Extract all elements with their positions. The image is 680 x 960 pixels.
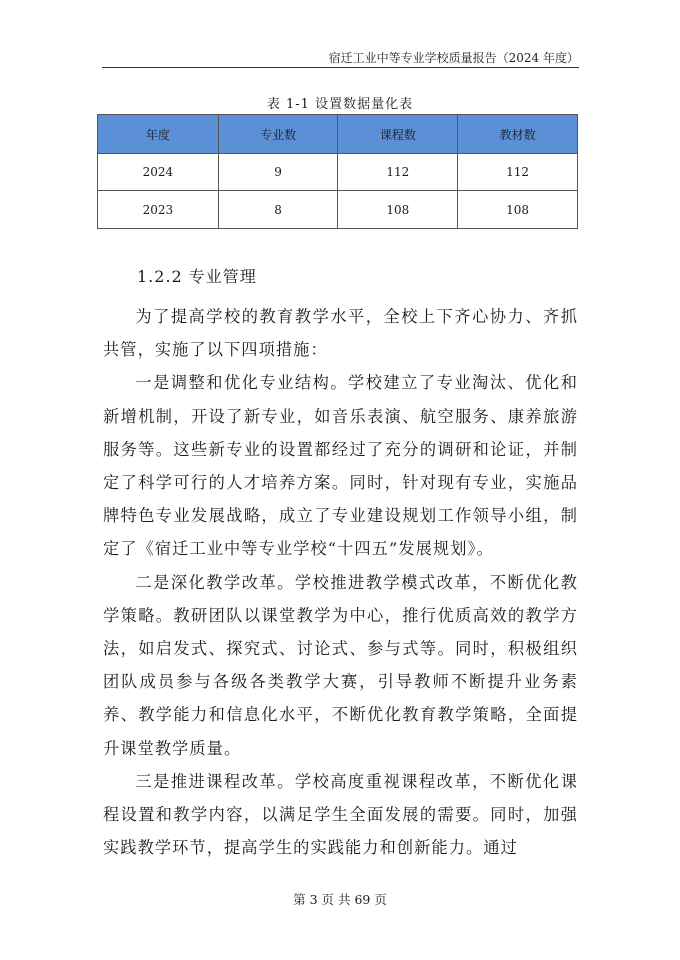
page-number: 第 3 页 共 69 页 (293, 892, 387, 907)
table-cell: 9 (218, 154, 338, 191)
table-cell: 108 (338, 191, 458, 229)
table-header-cell: 专业数 (218, 115, 338, 154)
page-header: 宿迁工业中等专业学校质量报告（2024 年度） (328, 51, 579, 65)
table-cell: 112 (338, 154, 458, 191)
paragraph: 为了提高学校的教育教学水平，全校上下齐心协力、齐抓共管，实施了以下四项措施： (103, 307, 578, 360)
table-header-cell: 课程数 (338, 115, 458, 154)
section-heading: 1.2.2 专业管理 (137, 267, 257, 286)
table-row (98, 154, 578, 191)
paragraph: 二是深化教学改革。学校推进教学模式改革，不断优化教学策略。教研团队以课堂教学为中心，推行优质高效的教学方法，如启发式、探究式、讨论式、参与式等。同时，积极组织团队成员参与各级各类教学大赛，引导教师不断提升业务素养、教学能力和信息化水平，不断优化教育教学策略，全面提升课堂教学质量。 (103, 572, 578, 758)
table-cell: 112 (458, 154, 578, 191)
table-caption: 表 1-1 设置数据量化表 (266, 97, 414, 112)
header-divider (102, 67, 579, 68)
paragraph: 一是调整和优化专业结构。学校建立了专业淘汰、优化和新增机制，开设了新专业，如音乐表演、航空服务、康养旅游服务等。这些新专业的设置都经过了充分的调研和论证，并制定了科学可行的人才培养方案。同时，针对现有专业，实施品牌特色专业发展战略，成立了专业建设规划工作领导小组，制定了《宿迁工业中等专业学校“十四五”发展规划》。 (103, 373, 578, 559)
table-header-cell: 年度 (98, 115, 219, 154)
table-cell: 2024 (98, 154, 219, 191)
data-table (97, 114, 578, 229)
table-header-row (98, 115, 578, 154)
paragraph: 三是推进课程改革。学校高度重视课程改革，不断优化课程设置和教学内容，以满足学生全面发展的需要。同时，加强实践教学环节，提高学生的实践能力和创新能力。通过 (103, 771, 578, 858)
table-header-cell: 教材数 (458, 115, 578, 154)
table-row (98, 191, 578, 229)
table-cell: 8 (218, 191, 338, 229)
table-cell: 2023 (98, 191, 219, 229)
table-cell: 108 (458, 191, 578, 229)
body-text (103, 300, 578, 864)
